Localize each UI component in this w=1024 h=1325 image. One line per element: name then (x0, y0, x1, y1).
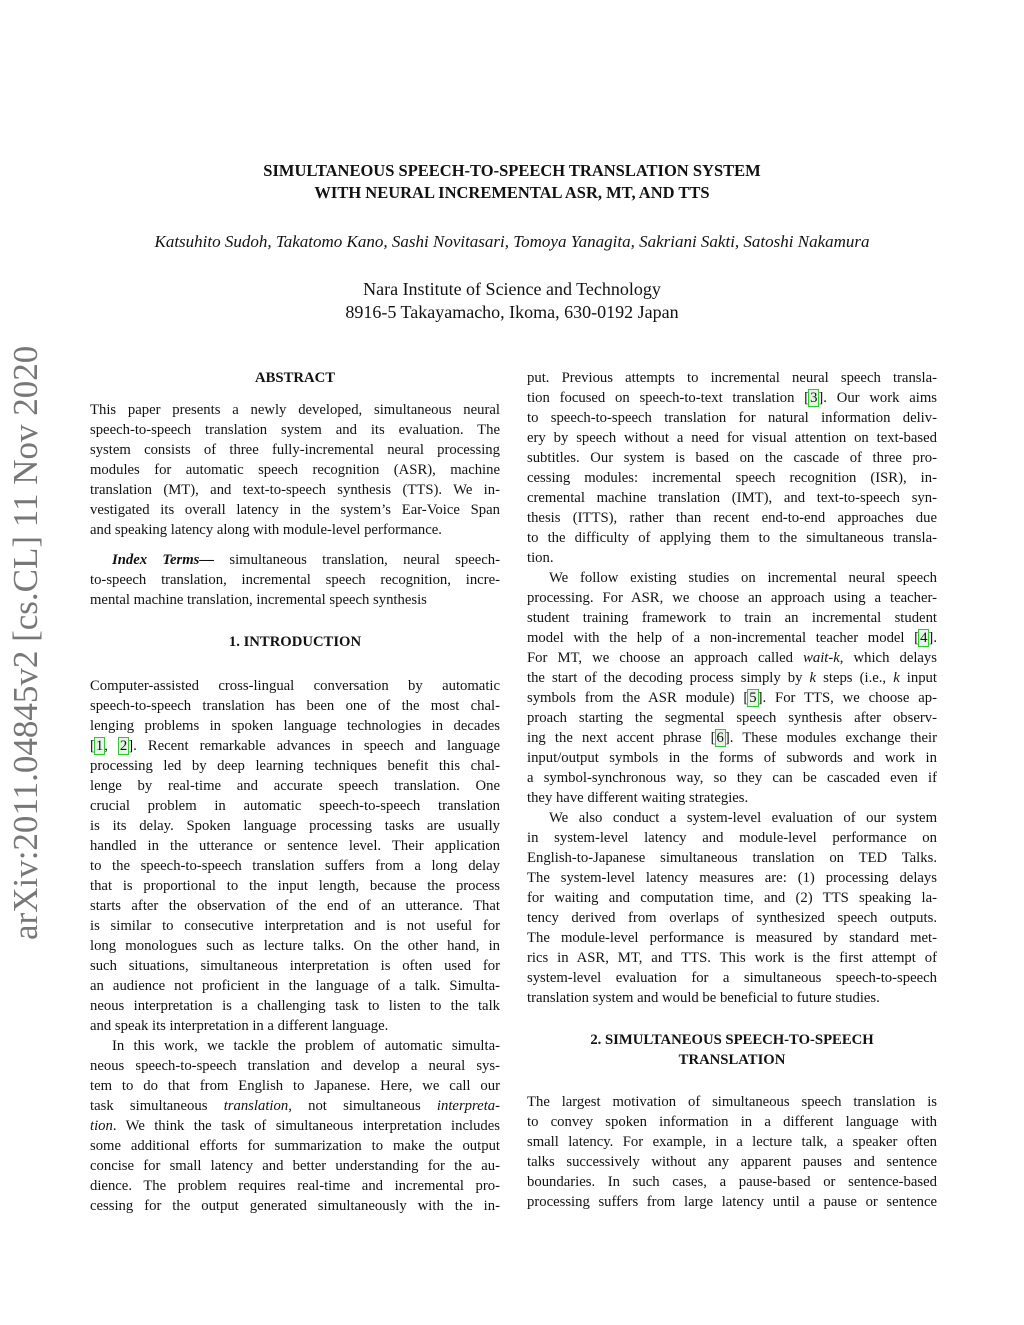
right-paragraph-1 (527, 368, 937, 568)
text-line: system consists of three fully-incremental neural processing (90, 442, 500, 458)
text-line: is similar to consecutive interpretation and is not useful for (90, 918, 500, 934)
text-line: to the difficulty of applying them to the simultaneous transla- (527, 530, 937, 546)
text-line: some additional efforts for summarization to make the output (90, 1138, 500, 1154)
citation-link[interactable]: 2 (119, 738, 128, 754)
text-line: vestigated its overall latency in the system’s Ear-Voice Span (90, 502, 500, 518)
text-line: concise for small latency and better understanding for the au- (90, 1158, 500, 1174)
text-line: We also conduct a system-level evaluation of our system (549, 810, 937, 826)
text-line: [1, 2]. Recent remarkable advances in speech and language (90, 738, 501, 754)
text-line: student training framework to train an incremental student (527, 610, 937, 626)
text-line: to-speech translation, incremental speech recognition, incre- (90, 572, 500, 588)
text-line: task simultaneous translation, not simultaneous interpreta- (90, 1098, 501, 1114)
citation-link[interactable]: 3 (810, 390, 818, 406)
text-line: processing. For ASR, we choose an approach using a teacher- (527, 590, 937, 606)
text-line: cessing modules: incremental speech recognition (ISR), in- (527, 470, 937, 486)
text-line: tion focused on speech-to-text translation [3]. Our work aims (527, 390, 937, 406)
text-line: to speech-to-speech translation for natural information deliv- (527, 410, 937, 426)
title-line-1: SIMULTANEOUS SPEECH-TO-SPEECH TRANSLATION SYSTEM (263, 161, 761, 180)
text-line: processing suffers from large latency until a pause or sentence (527, 1194, 937, 1210)
title-line-2: WITH NEURAL INCREMENTAL ASR, MT, AND TTS (314, 183, 710, 202)
text-line: lenging problems in spoken language technologies in decades (90, 718, 500, 734)
text-line: ing the next accent phrase [6]. These modules exchange their (527, 730, 937, 746)
text-line: that is proportional to the input length, because the process (90, 878, 500, 894)
text-line: mental machine translation, incremental speech synthesis (90, 592, 427, 608)
intro-paragraph-2 (90, 1036, 500, 1216)
text-line: handled in the utterance or sentence level. Their application (90, 838, 500, 854)
text-line: system-level evaluation for a simultaneous speech-to-speech (527, 970, 937, 986)
text-line: starts after the observation of the end of an utterance. That (90, 898, 500, 914)
arxiv-identifier: arXiv:2011.04845v2 [cs.CL] 11 Nov 2020 (6, 345, 45, 940)
text-line: English-to-Japanese simultaneous translation on TED Talks. (527, 850, 937, 866)
text-line: We follow existing studies on incremental neural speech (549, 570, 937, 586)
citation-link[interactable]: 6 (716, 730, 724, 746)
text-line: model with the help of a non-incremental teacher model [4]. (527, 630, 937, 646)
text-line: neous speech-to-speech translation and develop a neural sys- (90, 1058, 500, 1074)
text-line: speech-to-speech translation has been one of the most chal- (90, 698, 500, 714)
section-2-paragraph-1 (527, 1092, 937, 1212)
text-line: is its delay. Spoken language processing tasks are usually (90, 818, 500, 834)
citation-link[interactable]: 4 (920, 630, 928, 646)
text-line: crucial problem in automatic speech-to-speech translation (90, 798, 500, 814)
abstract-heading: ABSTRACT (255, 370, 335, 386)
text-line: for waiting and computation time, and (2) TTS speaking la- (527, 890, 937, 906)
text-line: subtitles. Our system is based on the cascade of three pro- (527, 450, 937, 466)
section-2-heading (527, 1030, 937, 1070)
section-2-heading-line-1: 2. SIMULTANEOUS SPEECH-TO-SPEECH (590, 1032, 874, 1048)
affiliation-line-1: Nara Institute of Science and Technology (363, 279, 661, 299)
left-column (90, 368, 500, 1216)
right-paragraph-3 (527, 808, 937, 1008)
abstract-body (90, 400, 500, 540)
text-line: put. Previous attempts to incremental neural speech transla- (527, 370, 937, 386)
text-line: boundaries. In such cases, a pause-based or sentence-based (527, 1174, 937, 1190)
affiliation-line-2: 8916-5 Takayamacho, Ikoma, 630-0192 Japan (345, 302, 679, 322)
text-line: they have different waiting strategies. (527, 790, 749, 806)
text-line: In this work, we tackle the problem of automatic simulta- (112, 1038, 500, 1054)
text-line: dience. The problem requires real-time and incremental pro- (90, 1178, 500, 1194)
text-line: small latency. For example, in a lecture talk, a speaker often (527, 1134, 937, 1150)
text-line: to the speech-to-speech translation suffers from a long delay (90, 858, 500, 874)
text-line: Index Terms— simultaneous translation, neural speech- (112, 552, 500, 568)
text-line: translation (MT), and text-to-speech synthesis (TTS). We in- (90, 482, 500, 498)
paper-title (0, 160, 1024, 204)
text-line: This paper presents a newly developed, simultaneous neural (90, 402, 500, 418)
citation-link[interactable]: 1 (95, 738, 104, 754)
citation-link[interactable]: 5 (749, 690, 757, 706)
text-line: cremental machine translation (IMT), and text-to-speech syn- (527, 490, 937, 506)
text-line: thesis (ITTS), rather than recent end-to-end approaches due (527, 510, 937, 526)
text-line: and speak its interpretation in a different language. (90, 1018, 389, 1034)
text-line: and speaking latency along with module-level performance. (90, 522, 442, 538)
text-line: tion. We think the task of simultaneous interpretation includes (90, 1118, 500, 1134)
text-line: speech-to-speech translation system and its evaluation. The (90, 422, 500, 438)
text-line: to convey spoken information in a different language with (527, 1114, 937, 1130)
text-line: For MT, we choose an approach called wait-k, which delays (527, 650, 937, 666)
text-line: tion. (527, 550, 554, 566)
text-line: modules for automatic speech recognition (ASR), machine (90, 462, 500, 478)
right-paragraph-2 (527, 568, 937, 808)
text-line: The largest motivation of simultaneous speech translation is (527, 1094, 937, 1110)
text-line: talks successively without any apparent pauses and sentence (527, 1154, 937, 1170)
text-line: in system-level latency and module-level performance on (527, 830, 937, 846)
text-line: an audience not proficient in the language of a talk. Simulta- (90, 978, 500, 994)
text-line: tency derived from overlaps of synthesized speech outputs. (527, 910, 937, 926)
author-list: Katsuhito Sudoh, Takatomo Kano, Sashi Novitasari, Tomoya Yanagita, Sakriani Sakti, Satoshi Nakamura (154, 232, 870, 251)
text-line: a symbol-synchronous way, so they can be cascaded even if (527, 770, 937, 786)
text-line: input/output symbols in the forms of subwords and work in (527, 750, 937, 766)
text-line: Computer-assisted cross-lingual conversation by automatic (90, 678, 500, 694)
text-line: cessing for the output generated simultaneously with the in- (90, 1198, 500, 1214)
right-column (527, 368, 937, 1212)
section-2-heading-line-2: TRANSLATION (678, 1052, 786, 1068)
text-line: lenge by real-time and accurate speech translation. One (90, 778, 500, 794)
text-line: rics in ASR, MT, and TTS. This work is the first attempt of (527, 950, 937, 966)
text-line: translation system and would be beneficial to future studies. (527, 990, 880, 1006)
text-line: proach starting the segmental speech synthesis after observ- (527, 710, 937, 726)
text-line: The module-level performance is measured by standard met- (527, 930, 937, 946)
text-line: such situations, simultaneous interpretation is often used for (90, 958, 500, 974)
text-line: tem to do that from English to Japanese. Here, we call our (90, 1078, 500, 1094)
index-terms-label: Index Terms— (112, 552, 215, 568)
text-line: neous interpretation is a challenging task to listen to the talk (90, 998, 500, 1014)
intro-heading: 1. INTRODUCTION (228, 634, 362, 650)
intro-paragraph-1 (90, 676, 500, 1036)
text-line: ery by speech without a need for visual attention on text-based (527, 430, 937, 446)
text-line: symbols from the ASR module) [5]. For TTS, we choose ap- (527, 690, 937, 706)
affiliation (0, 278, 1024, 324)
text-line: The system-level latency measures are: (1) processing delays (527, 870, 937, 886)
index-terms (90, 550, 500, 610)
text-line: long monologues such as lecture talks. On the other hand, in (90, 938, 500, 954)
text-line: the start of the decoding process simply by k steps (i.e., k input (527, 670, 937, 686)
text-line: processing led by deep learning techniques benefit this chal- (90, 758, 500, 774)
